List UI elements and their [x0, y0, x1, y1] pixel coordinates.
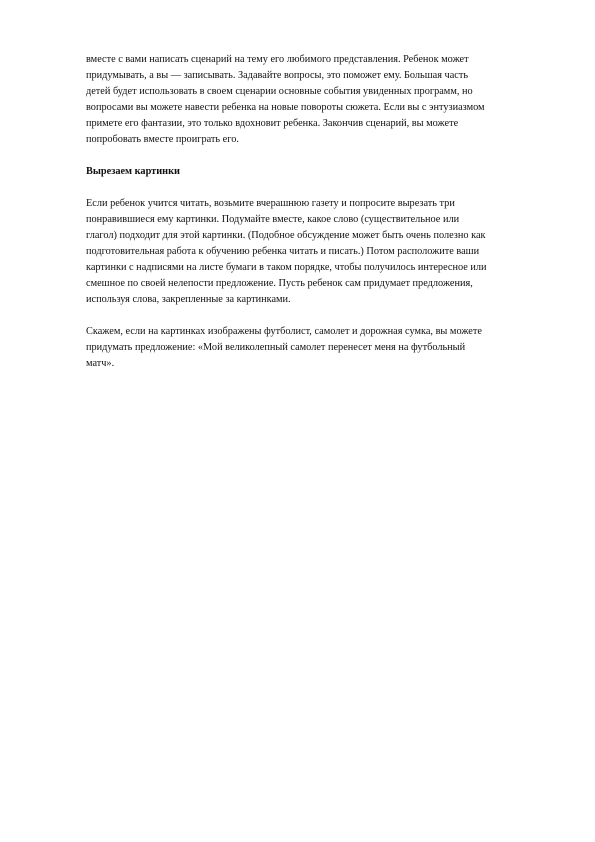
text-line: придумывать, а вы — записывать. Задавайте вопросы, это поможет ему. Большая часть	[86, 70, 469, 81]
text-line: глагол) подходит для этой картинки. (Подобное обсуждение может быть очень полезно как	[86, 230, 486, 241]
text-line: картинки с надписями на листе бумаги в таком порядке, чтобы получилось интересное или	[86, 262, 487, 273]
text-line: попробовать вместе проиграть его.	[86, 134, 239, 145]
text-line: детей будет использовать в своем сценарии основные события увиденных программ, но	[86, 86, 473, 97]
text-line: Скажем, если на картинках изображены футболист, самолет и дорожная сумка, вы можете	[86, 326, 482, 337]
text-line: матч».	[86, 358, 115, 369]
text-line: подготовительная работа к обучению ребенка читать и писать.) Потом расположите ваши	[86, 246, 480, 257]
text-line: Если ребенок учится читать, возьмите вчерашнюю газету и попросите вырезать три	[86, 198, 455, 209]
section-heading: Вырезаем картинки	[86, 166, 180, 177]
text-line: вопросами вы можете навести ребенка на новые повороты сюжета. Если вы с энтузиазмом	[86, 102, 485, 113]
paragraph-spacer	[86, 308, 532, 324]
text-line: смешное по своей нелепости предложение. Пусть ребенок сам придумает предложения,	[86, 278, 473, 289]
paragraph-example	[86, 324, 532, 372]
paragraph-scenario	[86, 52, 532, 148]
document-body	[86, 52, 532, 372]
text-line: используя слова, закрепленные за картинками.	[86, 294, 291, 305]
paragraph-cut-pictures	[86, 196, 532, 308]
text-line: примете его фантазии, это только вдохновит ребенка. Закончив сценарий, вы можете	[86, 118, 459, 129]
text-line: придумать предложение: «Мой великолепный самолет перенесет меня на футбольный	[86, 342, 466, 353]
paragraph-spacer	[86, 180, 532, 196]
text-line: понравившиеся ему картинки. Подумайте вместе, какое слово (существительное или	[86, 214, 460, 225]
text-line: вместе с вами написать сценарий на тему его любимого представления. Ребенок может	[86, 54, 469, 65]
paragraph-spacer	[86, 148, 532, 164]
